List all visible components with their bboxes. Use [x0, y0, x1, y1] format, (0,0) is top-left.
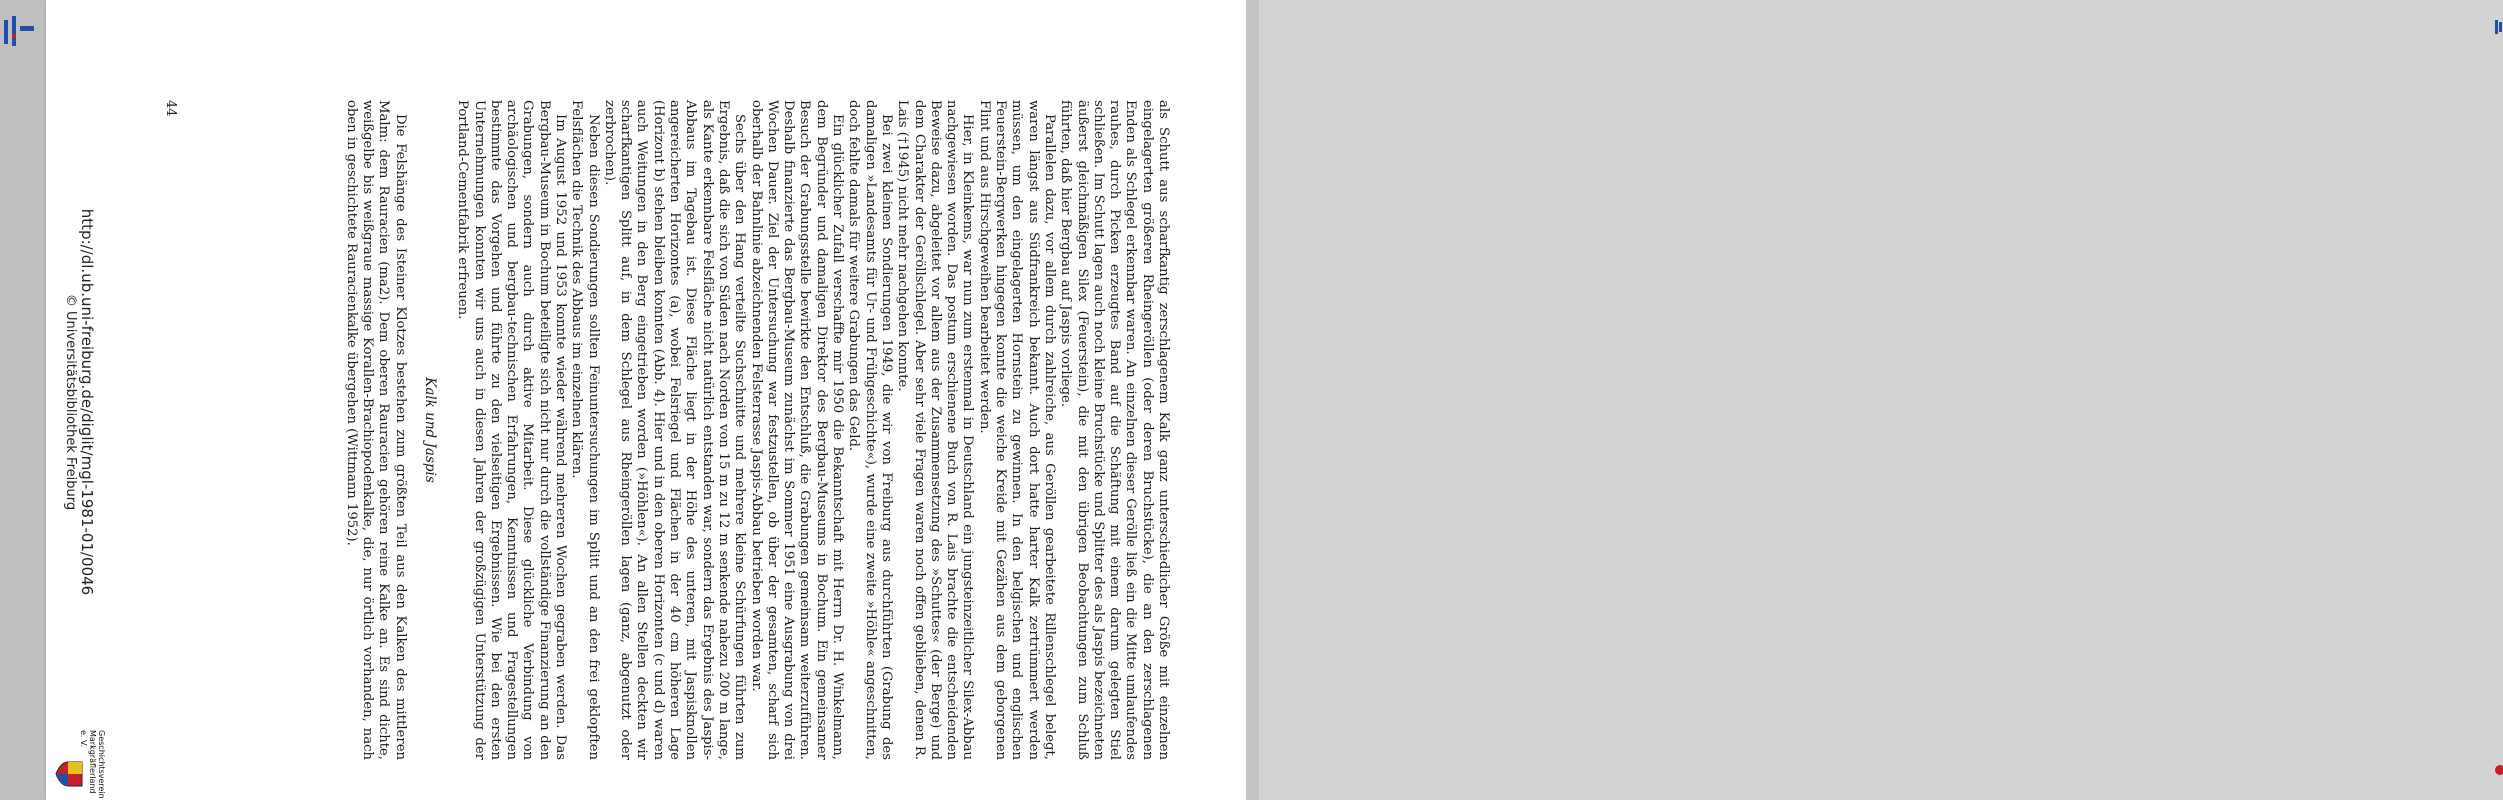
section-paragraph: Die Felshänge des Isteiner Klotzes bestehen zum größten Teil aus den Kalken des mittleren Malm: dem Rauracien (ma2). Dem oberen Rauracien gehören reine Kalke an. Es sind dichte, weißgelbe bis weißgraue massige Korallen-Brachiopodenkalke, die, nur örtlich vorhanden, nach oben in geschichtete Rauracienkalke übergehen (Wittmann 1952).: [343, 100, 408, 760]
paragraph-2: Parallelen dazu, vor allem durch zahlreiche, aus Geröllen gearbeitete Rillenschlegel belegt, waren längst aus Südfrankreich bekannt. Auch dort hatte harter Kalk zertrümmert werden müssen, um den eingelagerten Hornstein zu gewinnen. In den belgischen und englischen Feuerstein-Bergwerken hingegen konnte die weiche Kreide mit Gezähen aus dem geborgenen Flint und aus Hirschgeweihen bearbeitet werden.: [976, 100, 1057, 760]
next-page-edge-icon: [2493, 20, 2503, 780]
paragraph-6: Sechs über den Hang verteilte Suchschnitte und mehrere kleine Schürfungen führten zum Ergebnis, daß die sich von Süden nach Norden von 15 m zu 12 m senkende nahezu 200 m lange, als Kante erkennbare Felsfläche nicht natürlich entstanden war, sondern das Ergebnis des Jaspis-Abbaus im Tagebau ist. Diese Fläche liegt in der Höhe des unteren, mit Jaspisknollen angereicherten Horizontes (a), wobei Felsriegel und Flächen in der 40 cm höheren Lage (Horizont b) stehen bleiben konnten (Abb. 4). Hier und in den oberen Horizonten (c und d) waren auch Weitungen in den Berg eingetrieben worden (»Höhlen«). An allen Stellen deckten wir scharfkantigen Splitt auf, in dem Schlegel aus Rheingeröllen lagen (ganz, abgenutzt oder zerbrochen).: [601, 100, 748, 760]
society-crest-icon: [54, 760, 84, 788]
article-body: [91, 100, 1171, 760]
document-url[interactable]: http://dl.ub.uni-freiburg.de/diglit/mgl-1981-01/0046: [78, 208, 96, 596]
paragraph-8: Im August 1952 und 1953 konnte wieder während mehreren Wochen gegraben werden. Das Bergbau-Museum in Bochum beteiligte sich nicht nur durch die vollständige Finanzierung an den Grabungen, sondern auch durch aktive Mitarbeit. Diese glückliche Verbindung von archäologischen und bergbau-technischen Erfahrungen, Kenntnissen und Fragestellungen bestimmte das Vorgehen und führte zu den vielseitigen Ergebnissen. Wie bei den ersten Unternehmungen konnten wir uns auch in diesen Jahren der großzügigen Unterstützung der Portland-Cementfabrik erfreuen.: [455, 100, 569, 760]
library-logo-icon: [0, 12, 40, 52]
left-viewer-margin: [0, 0, 46, 800]
paragraph-4: Bei zwei kleinen Sondierungen 1949, die wir von Freiburg aus durchführten (Grabung des damaligen »Landesamts für Ur- und Frühgeschichte«), wurde eine zweite »Höhle« angeschnitten, doch fehlte damals für weitere Grabungen das Geld.: [846, 100, 894, 760]
copyright-line: © Universitätsbibliothek Freiburg: [63, 293, 78, 511]
paragraph-1: als Schutt aus scharfkantig zerschlagenem Kalk ganz unterschiedlicher Größe mit einzelnen eingelagerten größeren Rheingeröllen (oder deren Bruchstücke), die an den zerschlagenen Enden als Schlegel erkennbar waren. An einzelnen dieser Gerölle ließ ein die Mitte umlaufendes rauhes, durch Picken erzeugtes Band auf die Schäftung mit einem darum gelegten Stiel schließen. Im Schutt lagen auch noch kleine Bruchstücke und Splitter des als Jaspis bezeichneten äußerst gleichmäßigen Silex (Feuerstein), die mit den übrigen Beobachtungen zum Schluß führten, daß hier Bergbau auf Jaspis vorliege.: [1058, 100, 1171, 760]
rotated-page-content: [46, 0, 1246, 800]
section-heading: Kalk und Jaspis: [421, 377, 438, 483]
paragraph-3: Hier, in Kleinkems, war nun zum erstenmal in Deutschland ein jungsteinzeitlicher Silex-Abbau nachgewiesen worden. Das postum erschienene Buch von R. Lais brachte die entscheidenden Beweise dazu, abgeleitet vor allem aus der Zusammensetzung des »Schuttes« (der Berge) und dem Charakter der Geröllschlegel. Aber sehr viele Fragen waren noch offen geblieben, denen R. Lais (†1945) nicht mehr nachgehen konnte.: [895, 100, 976, 760]
document-page: [46, 0, 1246, 800]
paragraph-5: Ein glücklicher Zufall verschaffte mir 1950 die Bekanntschaft mit Herrn Dr. H. Winkelmann, dem Begründer und damaligen Direktor des Bergbau-Museums in Bochum. Ein gemeinsamer Besuch der Grabungsstelle bewirkte den Entschluß, die Grabungen gemeinsam weiterzuführen. Deshalb finanzierte das Bergbau-Museum zunächst im Sommer 1951 eine Ausgrabung von drei Wochen Dauer. Ziel der Untersuchung war festzustellen, ob über der gesamten, scharf sich oberhalb der Bahnlinie abzeichnenden Felsterrasse Jaspis-Abbau betrieben worden war.: [748, 100, 846, 760]
society-name: Geschichtsverein Markgräflerland e. V.: [79, 730, 106, 799]
paragraph-7: Neben diesen Sondierungen sollten Feinuntersuchungen im Splitt und an den frei geklopften Felsflächen die Technik des Abbaus im einzelnen klären.: [569, 100, 601, 760]
page-number: 44: [163, 100, 178, 117]
right-viewer-margin: [1246, 0, 1259, 800]
